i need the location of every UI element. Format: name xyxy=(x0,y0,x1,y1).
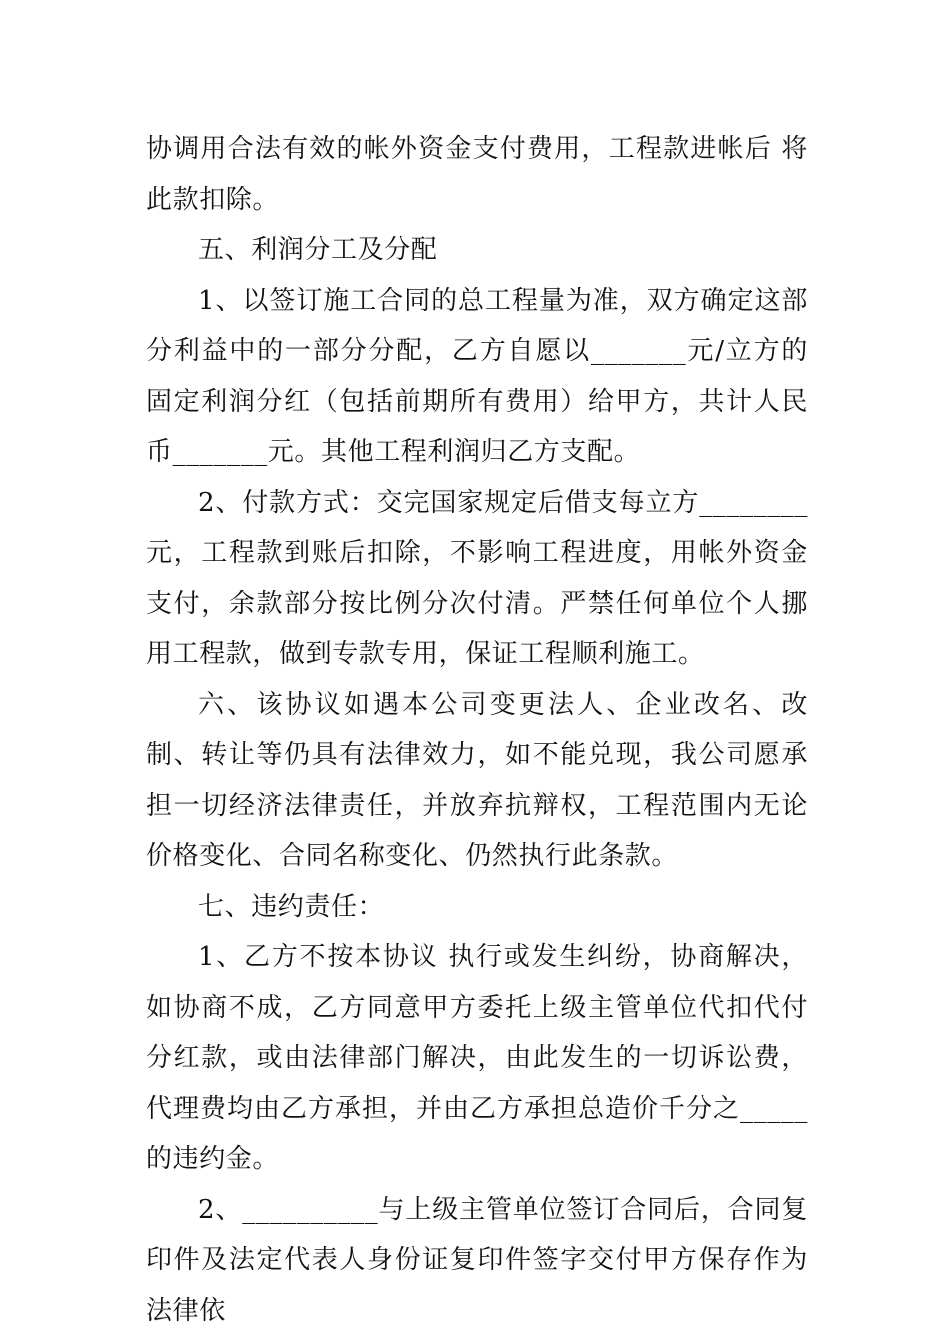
paragraph-profit-clause-1: 1、以签订施工合同的总工程量为准，双方确定这部分利益中的一部分分配，乙方自愿以_______元/立方的固定利润分红（包括前期所有费用）给甲方，共计人民币_______元。其他工程利润归乙方支配。 xyxy=(146,285,808,467)
paragraph-breach-clause-2: 2、__________与上级主管单位签订合同后，合同复印件及法定代表人身份证复印件签字交付甲方保存作为法律依 xyxy=(146,1194,808,1326)
paragraph-payment-method: 2、付款方式：交完国家规定后借支每立方________元，工程款到账后扣除，不影响工程进度，用帐外资金支付，余款部分按比例分次付清。严禁任何单位个人挪用工程款，做到专款专用，保证工程顺利施工。 xyxy=(146,487,808,669)
paragraph-breach-clause-1: 1、乙方不按本协议 执行或发生纠纷，协商解决，如协商不成，乙方同意甲方委托上级主管单位代扣代付分红款，或由法律部门解决，由此发生的一切诉讼费，代理费均由乙方承担，并由乙方承担总造价千分之_____的违约金。 xyxy=(146,942,808,1174)
section-heading-profit-distribution: 五、利润分工及分配 xyxy=(198,235,438,265)
paragraph-continuation: 协调用合法有效的帐外资金支付费用，工程款进帐后 将此款扣除。 xyxy=(146,134,808,215)
paragraph-legal-validity: 六、该协议如遇本公司变更法人、企业改名、改制、转让等仍具有法律效力，如不能兑现，我公司愿承担一切经济法律责任，并放弃抗辩权，工程范围内无论价格变化、合同名称变化、仍然执行此条款。 xyxy=(146,689,808,871)
document-body xyxy=(146,124,808,1336)
section-heading-breach-liability: 七、违约责任： xyxy=(198,891,385,922)
